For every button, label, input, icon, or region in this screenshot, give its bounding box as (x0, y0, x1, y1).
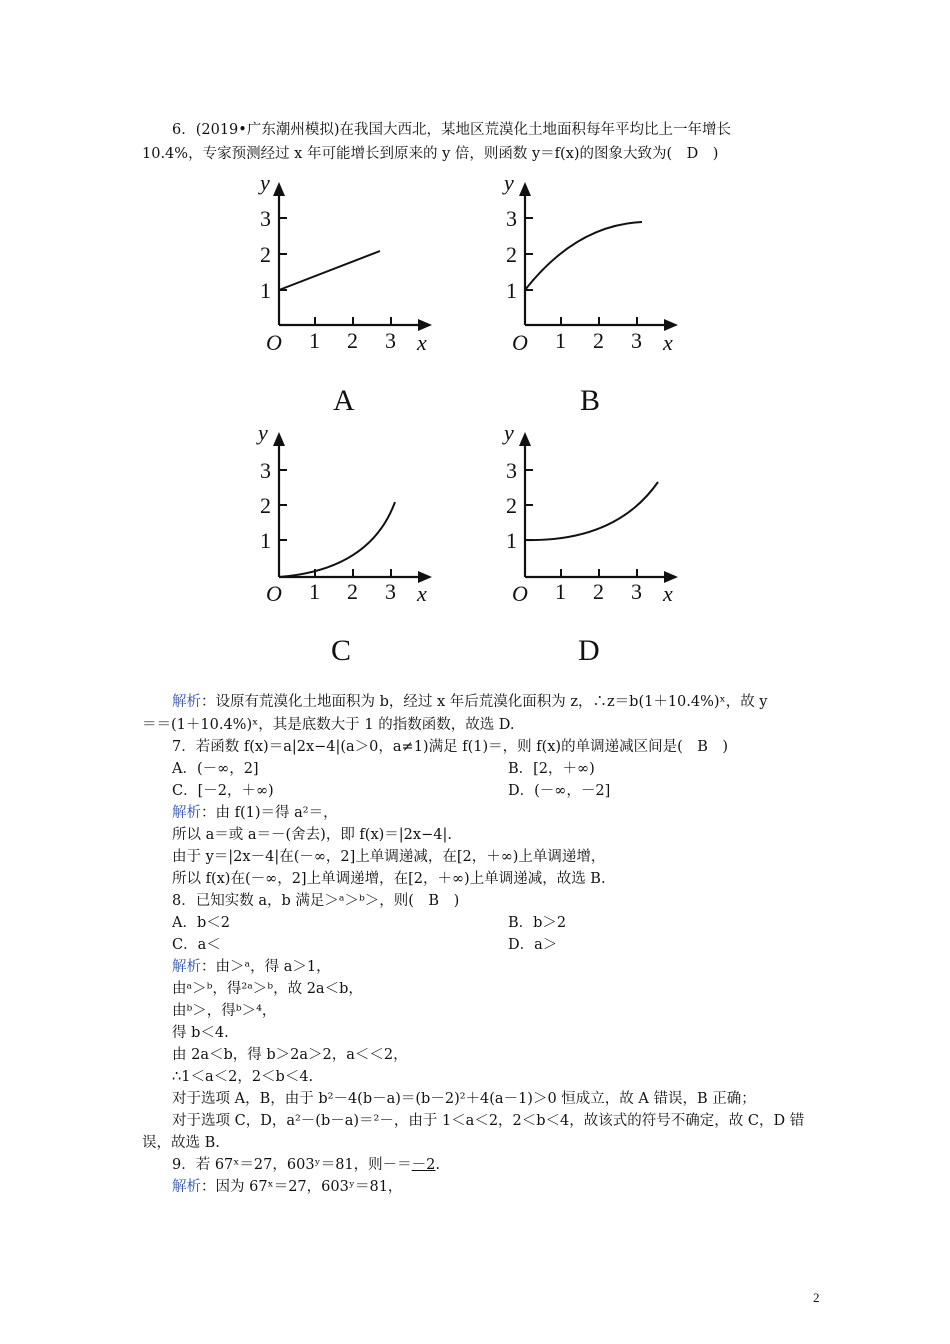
graph-a-label: A (333, 384, 355, 417)
x-tick: 1 (309, 579, 320, 604)
y-tick: 1 (506, 278, 517, 303)
q7-option-b: B．[2，＋∞) (508, 761, 595, 777)
x-tick: 2 (347, 328, 358, 353)
y-tick: 2 (260, 493, 271, 518)
origin-label: O (512, 581, 528, 606)
sol6-line1: 解析：设原有荒漠化土地面积为 b，经过 x 年后荒漠化面积为 z，∴z＝b(1＋10.4%)ˣ，故 y (172, 694, 768, 710)
graph-b (496, 170, 696, 374)
y-axis-label: y (504, 170, 514, 195)
q8-option-a: A．b＜2 (172, 915, 230, 931)
graph-c (250, 420, 450, 624)
graph-d-label: D (578, 634, 600, 667)
x-tick: 2 (593, 328, 604, 353)
y-tick: 2 (506, 493, 517, 518)
graph-c-label: C (331, 634, 352, 667)
solution-tag: 解析 (172, 1179, 201, 1195)
x-tick: 3 (631, 328, 642, 353)
q7-sol3: 由于 y＝|2x－4|在(－∞，2]上单调递减，在[2，＋∞)上单调递增， (172, 849, 606, 865)
y-tick: 1 (260, 528, 271, 553)
solution-tag: 解析 (172, 959, 201, 975)
graph-a (250, 170, 450, 374)
y-axis-label: y (260, 170, 270, 195)
q8-stem: 8．已知实数 a，b 满足＞ᵃ＞ᵇ＞，则( B ) (172, 893, 460, 909)
y-axis-label: y (504, 420, 514, 445)
origin-label: O (266, 581, 282, 606)
q7-sol1: 解析：由 f(1)＝得 a²＝， (172, 805, 338, 821)
q7-sol4: 所以 f(x)在(－∞，2]上单调递增，在[2，＋∞)上单调递减，故选 B. (172, 871, 606, 887)
graph-d (496, 420, 696, 624)
x-tick: 1 (555, 328, 566, 353)
q8-sol5: 由 2a＜b，得 b＞2a＞2，a＜＜2， (172, 1047, 408, 1063)
q6-line1: 6．(2019•广东潮州模拟)在我国大西北，某地区荒漠化土地面积每年平均比上一年增长 (172, 122, 731, 138)
y-tick: 3 (260, 458, 271, 483)
y-tick: 3 (506, 458, 517, 483)
q7-sol2: 所以 a＝或 a＝－(舍去)，即 f(x)＝|2x−4|. (172, 827, 452, 843)
q8-option-d: D．a＞ (508, 937, 558, 953)
q8-sol6: ∴1＜a＜2，2＜b＜4. (172, 1069, 314, 1085)
q6-line2: 10.4%，专家预测经过 x 年可能增长到原来的 y 倍，则函数 y＝f(x)的图象大致为( D ) (142, 146, 719, 162)
x-tick: 3 (385, 579, 396, 604)
origin-label: O (266, 330, 282, 355)
curve-a (279, 251, 380, 290)
q7-option-d: D．(－∞，－2] (508, 783, 611, 799)
y-tick: 1 (506, 528, 517, 553)
curve-c (279, 502, 395, 577)
curve-b (525, 222, 642, 290)
q8-option-c: C．a＜ (172, 937, 221, 953)
q8-option-b: B．b＞2 (508, 915, 567, 931)
y-tick: 3 (506, 206, 517, 231)
x-tick: 3 (385, 328, 396, 353)
graph-b-label: B (580, 384, 601, 417)
sol6-line2: ＝＝(1＋10.4%)ˣ，其是底数大于 1 的指数函数，故选 D. (142, 717, 515, 733)
q8-sol4: 得 b＜4. (172, 1025, 229, 1041)
x-tick: 3 (631, 579, 642, 604)
x-tick: 1 (555, 579, 566, 604)
solution-tag: 解析 (172, 805, 201, 821)
x-tick: 2 (347, 579, 358, 604)
x-tick: 1 (309, 328, 320, 353)
origin-label: O (512, 330, 528, 355)
q7-stem: 7．若函数 f(x)＝a|2x−4|(a＞0，a≠1)满足 f(1)＝，则 f(x)的单调递减区间是( B ) (172, 739, 729, 755)
q8-sol9: 误，故选 B. (142, 1135, 220, 1151)
x-tick: 2 (593, 579, 604, 604)
y-tick: 3 (260, 206, 271, 231)
q9-stem: 9．若 67ˣ＝27，603ʸ＝81，则－＝－2. (172, 1157, 440, 1173)
y-tick: 1 (260, 278, 271, 303)
solution-tag: 解析 (172, 694, 201, 710)
q8-sol8: 对于选项 C，D，a²－(b－a)＝²－，由于 1＜a＜2，2＜b＜4，故该式的符号不确定，故 C，D 错 (172, 1113, 805, 1129)
q7-option-c: C．[－2，＋∞) (172, 783, 274, 799)
x-axis-label: x (663, 581, 673, 606)
q8-sol3: 由ᵇ＞，得ᵇ＞⁴， (172, 1003, 277, 1019)
x-axis-label: x (417, 581, 427, 606)
q8-sol7: 对于选项 A，B，由于 b²－4(b－a)＝(b－2)²＋4(a－1)＞0 恒成立，故 A 错误，B 正确； (172, 1091, 756, 1107)
q9-answer: －2 (411, 1157, 436, 1173)
q8-sol2: 由ᵃ＞ᵇ，得²ᵃ＞ᵇ，故 2a＜b， (172, 981, 363, 997)
x-axis-label: x (663, 330, 673, 355)
curve-d (525, 482, 658, 540)
page-number: 2 (813, 1290, 820, 1305)
q8-sol1: 解析：由＞ᵃ，得 a＞1， (172, 959, 331, 975)
y-tick: 2 (260, 242, 271, 267)
q9-sol1: 解析：因为 67ˣ＝27，603ʸ＝81， (172, 1179, 403, 1195)
q7-option-a: A．(－∞，2] (172, 761, 259, 777)
x-axis-label: x (417, 330, 427, 355)
y-axis-label: y (258, 420, 268, 445)
y-tick: 2 (506, 242, 517, 267)
